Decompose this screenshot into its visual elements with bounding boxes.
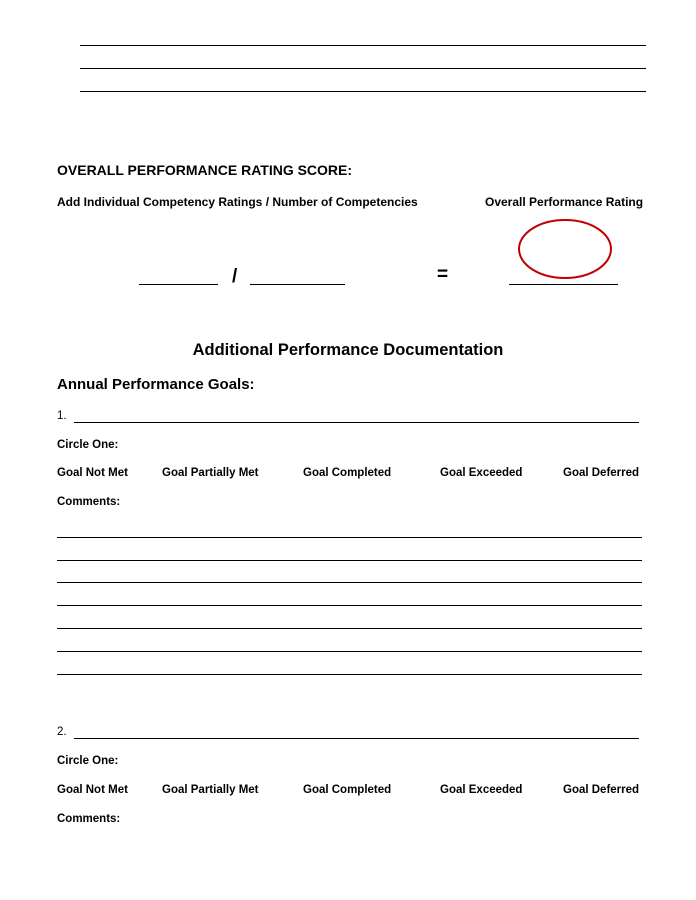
goal-number: 1. — [57, 410, 67, 422]
denominator-blank[interactable] — [250, 284, 345, 285]
red-circle-mark — [515, 217, 615, 281]
divide-slash: / — [232, 266, 238, 287]
comment-line[interactable] — [57, 628, 642, 629]
option-goal-deferred[interactable]: Goal Deferred — [563, 467, 640, 479]
option-goal-partially-met[interactable]: Goal Partially Met — [162, 467, 259, 479]
comment-line[interactable] — [57, 651, 642, 652]
blank-line[interactable] — [80, 91, 646, 92]
comment-line[interactable] — [57, 537, 642, 538]
goal-line[interactable] — [74, 738, 639, 739]
comment-line[interactable] — [57, 674, 642, 675]
goals-heading: Annual Performance Goals: — [57, 376, 255, 393]
option-goal-exceeded[interactable]: Goal Exceeded — [440, 784, 523, 796]
result-label: Overall Performance Rating — [485, 195, 644, 209]
comments-label: Comments: — [57, 813, 121, 825]
goal-line[interactable] — [74, 422, 639, 423]
comment-line[interactable] — [57, 560, 642, 561]
option-goal-not-met[interactable]: Goal Not Met — [57, 784, 128, 796]
option-goal-partially-met[interactable]: Goal Partially Met — [162, 784, 259, 796]
section-title: Additional Performance Documentation — [192, 341, 504, 359]
circle-one-label: Circle One: — [57, 439, 119, 451]
equals-sign: = — [437, 264, 449, 285]
option-goal-deferred[interactable]: Goal Deferred — [563, 784, 640, 796]
comments-label: Comments: — [57, 496, 121, 508]
option-goal-exceeded[interactable]: Goal Exceeded — [440, 467, 523, 479]
formula-label: Add Individual Competency Ratings / Number of Competencies — [57, 195, 418, 209]
comment-line[interactable] — [57, 605, 642, 606]
option-goal-completed[interactable]: Goal Completed — [303, 784, 392, 796]
blank-line[interactable] — [80, 68, 646, 69]
numerator-blank[interactable] — [139, 284, 218, 285]
option-goal-not-met[interactable]: Goal Not Met — [57, 467, 128, 479]
circle-one-label: Circle One: — [57, 755, 119, 767]
comment-line[interactable] — [57, 582, 642, 583]
rating-heading: OVERALL PERFORMANCE RATING SCORE: — [57, 162, 353, 178]
blank-line[interactable] — [80, 45, 646, 46]
option-goal-completed[interactable]: Goal Completed — [303, 467, 392, 479]
result-blank[interactable] — [509, 284, 618, 285]
goal-number: 2. — [57, 726, 67, 738]
